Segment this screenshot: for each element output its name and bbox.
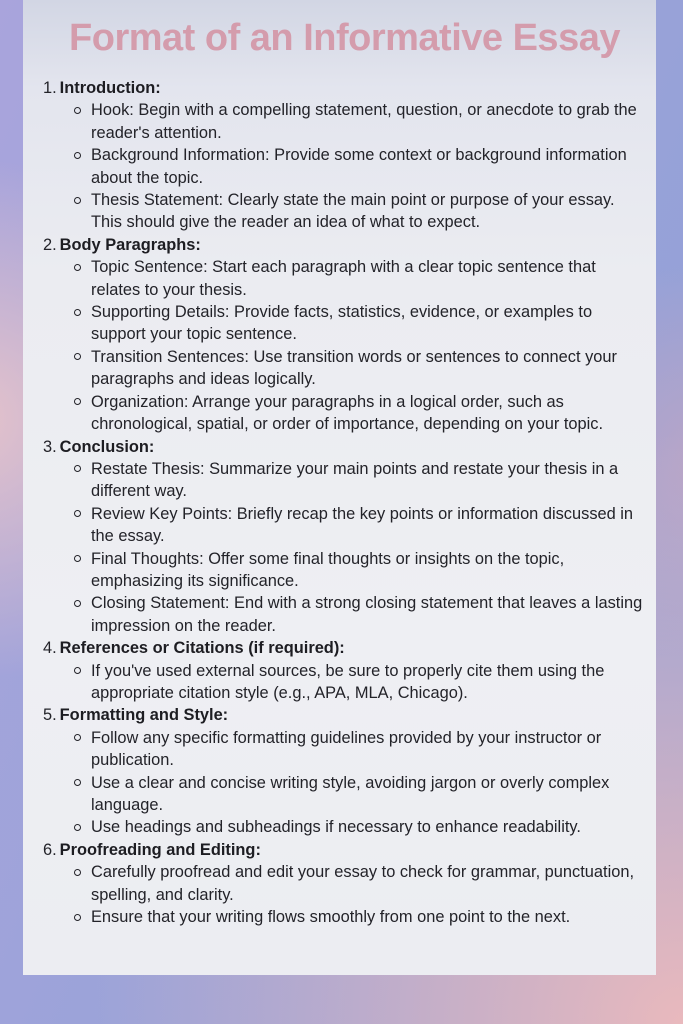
bullet-item bbox=[43, 816, 644, 838]
content-card bbox=[23, 0, 656, 975]
section-heading-row bbox=[43, 839, 644, 861]
bullet-text: Carefully proofread and edit your essay to check for grammar, punctuation, spelling, and clarity. bbox=[91, 863, 634, 904]
page-title: Format of an Informative Essay bbox=[69, 17, 620, 59]
bullet-list bbox=[43, 256, 644, 435]
circle-bullet-icon bbox=[74, 398, 81, 405]
section-item bbox=[43, 637, 644, 704]
section-heading: References or Citations (if required): bbox=[59, 639, 345, 658]
section-number: 1. bbox=[43, 79, 57, 97]
bullet-item bbox=[43, 906, 644, 928]
bullet-item bbox=[43, 503, 644, 548]
bullet-text: Organization: Arrange your paragraphs in a logical order, such as chronological, spatial, or order of importance, depending on your topic. bbox=[91, 392, 604, 434]
bullet-list bbox=[43, 861, 644, 928]
bullet-text: Ensure that your writing flows smoothly from one point to the next. bbox=[91, 908, 571, 927]
bullet-list bbox=[43, 458, 644, 637]
bullet-text: If you've used external sources, be sure to properly cite them using the appropriate citation style (e.g., APA, MLA, Chicago). bbox=[91, 661, 605, 702]
bullet-list bbox=[43, 99, 644, 233]
section-heading: Formatting and Style: bbox=[59, 706, 229, 725]
section-number: 6. bbox=[43, 840, 57, 859]
bullet-text: Use a clear and concise writing style, avoiding jargon or overly complex language. bbox=[91, 773, 610, 814]
circle-bullet-icon bbox=[74, 824, 81, 831]
bullet-item bbox=[43, 861, 644, 906]
circle-bullet-icon bbox=[74, 264, 81, 271]
bullet-item bbox=[43, 592, 644, 637]
section-heading: Introduction: bbox=[59, 79, 161, 97]
section-heading: Proofreading and Editing: bbox=[59, 840, 261, 859]
bullet-text: Hook: Begin with a compelling statement, question, or anecdote to grab the reader's attention. bbox=[91, 101, 637, 142]
section-number: 2. bbox=[43, 235, 57, 254]
bullet-item bbox=[43, 727, 644, 772]
bullet-item bbox=[43, 458, 644, 503]
sections-list bbox=[43, 77, 644, 928]
bullet-item bbox=[43, 346, 644, 391]
circle-bullet-icon bbox=[74, 869, 81, 876]
section-heading: Conclusion: bbox=[59, 437, 155, 456]
section-item bbox=[43, 77, 644, 234]
section-number: 4. bbox=[43, 639, 57, 658]
bullet-item bbox=[43, 391, 644, 436]
bullet-text: Final Thoughts: Offer some final thoughts or insights on the topic, emphasizing its significance. bbox=[91, 549, 565, 590]
circle-bullet-icon bbox=[74, 510, 81, 517]
bullet-item bbox=[43, 99, 644, 144]
bullet-item bbox=[43, 772, 644, 817]
bullet-item bbox=[43, 144, 644, 189]
circle-bullet-icon bbox=[74, 152, 81, 159]
section-number: 5. bbox=[43, 706, 57, 725]
bullet-list bbox=[43, 727, 644, 839]
section-number: 3. bbox=[43, 437, 57, 456]
circle-bullet-icon bbox=[74, 353, 81, 360]
bullet-text: Thesis Statement: Clearly state the main point or purpose of your essay. This should give the reader an idea of what to expect. bbox=[91, 191, 615, 232]
bullet-item bbox=[43, 660, 644, 705]
bullet-text: Transition Sentences: Use transition words or sentences to connect your paragraphs and ideas logically. bbox=[91, 347, 617, 389]
circle-bullet-icon bbox=[74, 734, 81, 741]
essay-format-content bbox=[43, 77, 646, 928]
section-heading-row bbox=[43, 234, 644, 256]
bullet-item bbox=[43, 189, 644, 234]
bullet-text: Supporting Details: Provide facts, statistics, evidence, or examples to support your topic sentence. bbox=[91, 303, 593, 344]
circle-bullet-icon bbox=[74, 465, 81, 472]
section-heading-row bbox=[43, 77, 644, 99]
bullet-text: Closing Statement: End with a strong closing statement that leaves a lasting impression on the reader. bbox=[91, 594, 643, 635]
circle-bullet-icon bbox=[74, 667, 81, 674]
section-heading-row bbox=[43, 704, 644, 726]
section-item bbox=[43, 839, 644, 929]
section-heading-row bbox=[43, 436, 644, 458]
circle-bullet-icon bbox=[74, 107, 81, 114]
bullet-item bbox=[43, 301, 644, 346]
bullet-text: Restate Thesis: Summarize your main points and restate your thesis in a different way. bbox=[91, 459, 619, 501]
circle-bullet-icon bbox=[74, 600, 81, 607]
section-item bbox=[43, 234, 644, 436]
circle-bullet-icon bbox=[74, 197, 81, 204]
circle-bullet-icon bbox=[74, 914, 81, 921]
bullet-list bbox=[43, 660, 644, 705]
bullet-item bbox=[43, 548, 644, 593]
bullet-item bbox=[43, 256, 644, 301]
bullet-text: Review Key Points: Briefly recap the key points or information discussed in the essay. bbox=[91, 504, 634, 546]
circle-bullet-icon bbox=[74, 309, 81, 316]
section-item bbox=[43, 704, 644, 838]
bullet-text: Background Information: Provide some context or background information about the topic. bbox=[91, 146, 627, 187]
section-item bbox=[43, 436, 644, 638]
bullet-text: Follow any specific formatting guidelines provided by your instructor or publication. bbox=[91, 728, 602, 770]
circle-bullet-icon bbox=[74, 555, 81, 562]
section-heading-row bbox=[43, 637, 644, 659]
section-heading: Body Paragraphs: bbox=[59, 235, 201, 254]
bullet-text: Topic Sentence: Start each paragraph with a clear topic sentence that relates to your thesis. bbox=[91, 258, 596, 299]
bullet-text: Use headings and subheadings if necessary to enhance readability. bbox=[91, 818, 581, 837]
circle-bullet-icon bbox=[74, 779, 81, 786]
